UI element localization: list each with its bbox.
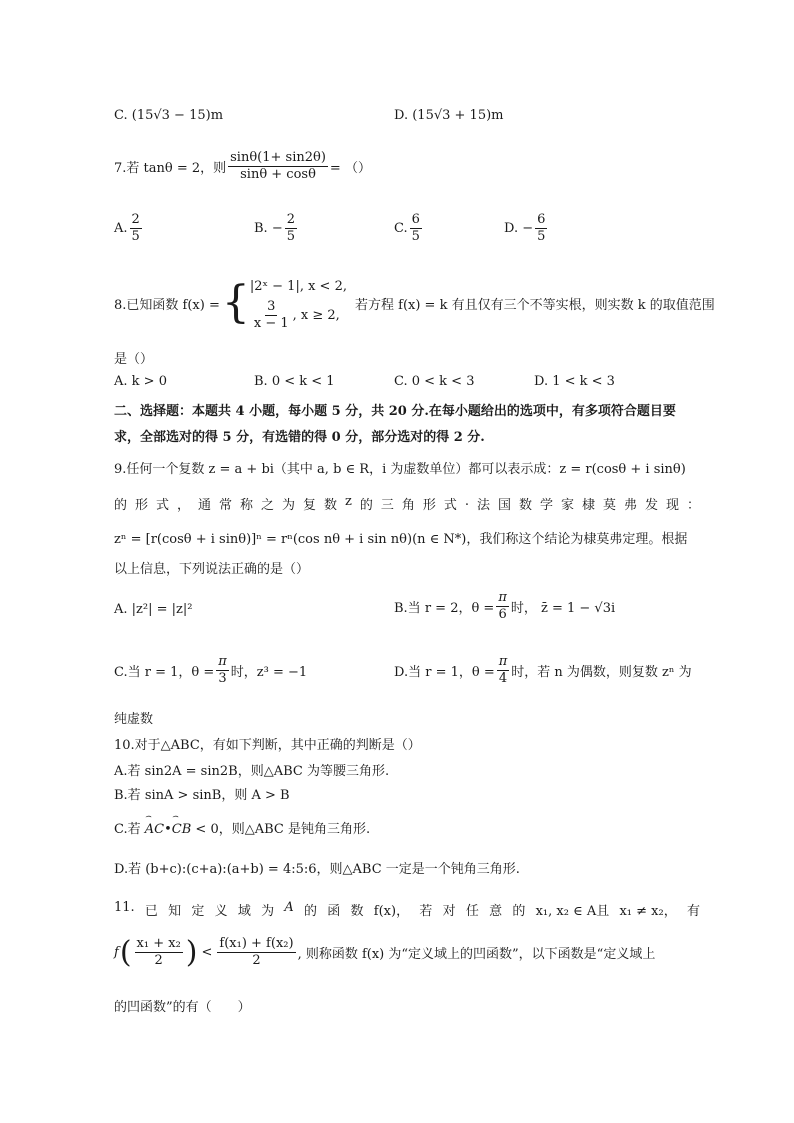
- q7-option-b-label: B. −: [254, 221, 283, 236]
- q11-l1-token: 函: [327, 904, 341, 919]
- q8-line-2: 是（）: [114, 352, 154, 367]
- q10-option-c-pre: C.若: [114, 822, 141, 837]
- q11-right-den: 2: [252, 953, 261, 968]
- q9-l2-char: 发: [644, 498, 658, 513]
- q11-inner-den: 2: [154, 953, 163, 968]
- q9-l2-char: 形: [135, 498, 149, 513]
- q6-option-c: C. (15√3 − 15)m: [114, 108, 224, 123]
- q9-option-c-pre: C.当 r = 1，θ =: [114, 665, 215, 680]
- q8-option-a: A. k > 0: [114, 374, 167, 389]
- q11-l1-token: x₁ ≠ x₂，: [619, 904, 677, 919]
- q11-l1-token: 已: [144, 904, 158, 919]
- q9-option-d: [394, 654, 692, 687]
- question-7-stem: [114, 150, 371, 183]
- q8-piecewise: [250, 275, 347, 332]
- q11-l1-token: 有: [686, 904, 700, 919]
- q9-l2-char: 通: [198, 498, 212, 513]
- q8-case-2-condition: , x ≥ 2,: [292, 307, 340, 323]
- q9-option-d-pre: D.当 r = 1，θ =: [394, 665, 495, 680]
- vector-cb: ⌢ CB: [172, 822, 192, 837]
- q11-inner-fraction: [135, 936, 183, 969]
- q9-option-c: [114, 654, 307, 687]
- section-2-heading-line-2: 求，全部选对的得 5 分，有选错的得 0 分，部分选对的得 2 分.: [114, 430, 485, 445]
- q9-b-num: π: [498, 590, 507, 605]
- q7-option-b-fraction: [285, 212, 297, 245]
- q11-l1-token: 义: [214, 904, 228, 919]
- q8-case-2: [250, 299, 347, 332]
- q9-option-b-fraction: [496, 590, 509, 623]
- q11-l1-token: 知: [168, 904, 182, 919]
- q10-option-b: B.若 sinA > sinB，则 A > B: [114, 788, 290, 803]
- q11-line-2-post: , 则称函数 f(x) 为“定义域上的凹函数”，以下函数是“定义域上: [297, 947, 656, 962]
- q7-c-den: 5: [411, 229, 420, 244]
- q9-l2-char: ，: [177, 498, 191, 513]
- q9-l2-char: .: [464, 494, 469, 509]
- q7-frac-denominator: sinθ + cosθ: [240, 167, 316, 182]
- less-than: <: [201, 945, 213, 960]
- q11-l1-token: 为: [261, 904, 275, 919]
- q9-l2-char: 家: [560, 498, 574, 513]
- question-8-stem: [114, 268, 715, 338]
- q10-option-a: A.若 sin2A = sin2B，则△ABC 为等腰三角形.: [114, 764, 390, 779]
- q7-fraction: [228, 150, 328, 183]
- q7-d-den: 5: [537, 229, 546, 244]
- q8-prefix: 8.已知函数 f(x) =: [114, 297, 220, 313]
- q9-l2-char: 法: [476, 498, 490, 513]
- q9-l2-char: 数: [324, 498, 338, 513]
- q7-option-c-label: C.: [394, 221, 408, 236]
- q10-stem: 10.对于△ABC，有如下判断，其中正确的判断是（）: [114, 738, 421, 753]
- q9-option-b-pre: B.当 r = 2，θ =: [394, 601, 495, 616]
- q11-l1-token: 数: [350, 904, 364, 919]
- q7-option-a-fraction: [130, 212, 142, 245]
- q11-inner-num: x₁ + x₂: [136, 936, 181, 951]
- q9-l2-char: 复: [303, 498, 317, 513]
- q7-a-den: 5: [131, 229, 140, 244]
- q7-prefix: 7.若 tanθ = 2，则: [114, 161, 227, 176]
- q8-option-d: D. 1 < k < 3: [534, 374, 615, 389]
- q9-l2-char: 国: [497, 498, 511, 513]
- q9-option-b-post: 时， z̄ = 1 − √3i: [510, 601, 616, 616]
- paren-right: ): [185, 934, 198, 970]
- q9-l2-char: 之: [261, 498, 275, 513]
- q9-b-den: 6: [498, 607, 507, 622]
- q9-l2-char: 学: [539, 498, 553, 513]
- q10-option-c: [114, 818, 370, 837]
- q9-option-b: [394, 590, 615, 623]
- q11-l1-token: 的: [304, 904, 318, 919]
- q9-c-den: 3: [218, 671, 227, 686]
- q7-frac-numerator: sinθ(1+ sin2θ): [230, 150, 326, 165]
- q11-l1-token: 域: [237, 904, 251, 919]
- q9-option-d-line-2: 纯虚数: [114, 712, 154, 727]
- q9-l2-char: 莫: [602, 498, 616, 513]
- q9-l2-char: 棣: [581, 498, 595, 513]
- q7-option-a-label: A.: [114, 221, 128, 236]
- q7-option-d-fraction: [535, 212, 547, 245]
- q7-option-b: [254, 212, 299, 245]
- q6-option-d: D. (15√3 + 15)m: [394, 108, 504, 123]
- q9-l2-char: 现: [665, 498, 679, 513]
- section-2-heading-line-1: 二、选择题：本题共 4 小题，每小题 5 分，共 20 分.在每小题给出的选项中，有多项符合题目要: [114, 404, 676, 419]
- q11-l1-token: x₁, x₂ ∈ A且: [535, 904, 610, 919]
- q8-option-c: C. 0 < k < 3: [394, 374, 475, 389]
- q9-option-a: A. |z²| = |z|²: [114, 602, 193, 617]
- q9-l2-char: 称: [240, 498, 254, 513]
- q9-option-c-post: 时，z³ = −1: [230, 665, 308, 680]
- q9-line-3: zⁿ = [r(cosθ + i sinθ)]ⁿ = rⁿ(cos nθ + i sin nθ)(n ∈ N*)，我们称这个结论为棣莫弗定理。根据: [114, 532, 688, 547]
- q7-d-num: 6: [537, 212, 546, 227]
- q11-l1-token: 任: [465, 904, 479, 919]
- dot-operator: •: [164, 822, 172, 837]
- q8-option-b: B. 0 < k < 1: [254, 374, 335, 389]
- q8-case-1: |2ˣ − 1|, x < 2,: [249, 278, 347, 294]
- q9-l2-char: z: [345, 494, 352, 509]
- q9-l2-char: 数: [518, 498, 532, 513]
- q11-l1-token: 定: [191, 904, 205, 919]
- q11-l1-token: 意: [489, 904, 503, 919]
- paren-left: (: [119, 934, 132, 970]
- q8-suffix: 若方程 f(x) = k 有且仅有三个不等实根，则实数 k 的取值范围: [355, 297, 715, 313]
- q9-option-c-fraction: [216, 654, 229, 687]
- q9-l2-char: 的: [359, 498, 373, 513]
- q11-line-2: [114, 936, 655, 969]
- q10-option-d: D.若 (b+c):(c+a):(a+b) = 4:5:6，则△ABC 一定是一个钝角三角形.: [114, 862, 520, 877]
- q9-l2-char: ：: [686, 498, 700, 513]
- q9-line-2: [114, 494, 700, 513]
- q7-option-c: [394, 212, 424, 245]
- q11-line-1: [114, 900, 700, 919]
- q11-l1-token: f(x)，: [373, 904, 410, 919]
- q9-l2-char: 常: [219, 498, 233, 513]
- q9-line-4: 以上信息，下列说法正确的是（）: [114, 562, 310, 577]
- q9-c-num: π: [218, 654, 227, 669]
- q9-l2-char: 为: [282, 498, 296, 513]
- q11-l1-token: A: [284, 900, 294, 915]
- vector-ac: ⌢ AC: [145, 822, 164, 837]
- q7-a-num: 2: [131, 212, 140, 227]
- q10-option-c-post: < 0，则△ABC 是钝角三角形.: [195, 822, 371, 837]
- q9-l2-char: 式: [443, 498, 457, 513]
- q11-l1-token: 11.: [114, 900, 135, 915]
- q9-d-den: 4: [498, 671, 508, 686]
- q11-right-fraction: [217, 936, 295, 969]
- q11-l1-token: 的: [512, 904, 526, 919]
- q8-case-2-fraction: [252, 299, 291, 332]
- q7-option-d-label: D. −: [504, 221, 534, 236]
- q7-option-d: [504, 212, 549, 245]
- q7-option-c-fraction: [410, 212, 422, 245]
- q8-case2-num: 3: [267, 298, 276, 314]
- q9-line-1: 9.任何一个复数 z = a + bi（其中 a, b ∈ R，i 为虚数单位）都可以表示成：z = r(cosθ + i sinθ): [114, 462, 686, 477]
- q9-l2-char: 三: [380, 498, 394, 513]
- q7-option-a: [114, 212, 144, 245]
- q11-f: f: [114, 945, 119, 960]
- q8-case2-den: x − 1: [253, 315, 289, 331]
- q9-option-d-fraction: [497, 654, 510, 687]
- q7-c-num: 6: [411, 212, 420, 227]
- q9-l2-char: 式: [156, 498, 170, 513]
- q7-b-den: 5: [286, 229, 295, 244]
- q9-d-num: π: [498, 654, 508, 669]
- q9-l2-char: 的: [114, 498, 128, 513]
- q9-l2-char: 形: [422, 498, 436, 513]
- q9-option-d-post: 时，若 n 为偶数，则复数 zⁿ 为: [511, 665, 692, 680]
- q7-suffix: = （）: [329, 161, 371, 176]
- q8-brace: {: [221, 277, 250, 328]
- q9-l2-char: 弗: [623, 498, 637, 513]
- q11-l1-token: 若: [419, 904, 433, 919]
- q7-b-num: 2: [286, 212, 295, 227]
- q11-l1-token: 对: [442, 904, 456, 919]
- q11-line-3: 的凹函数”的有（ ）: [114, 1000, 251, 1015]
- q9-l2-char: 角: [401, 498, 415, 513]
- q11-right-num: f(x₁) + f(x₂): [219, 936, 294, 951]
